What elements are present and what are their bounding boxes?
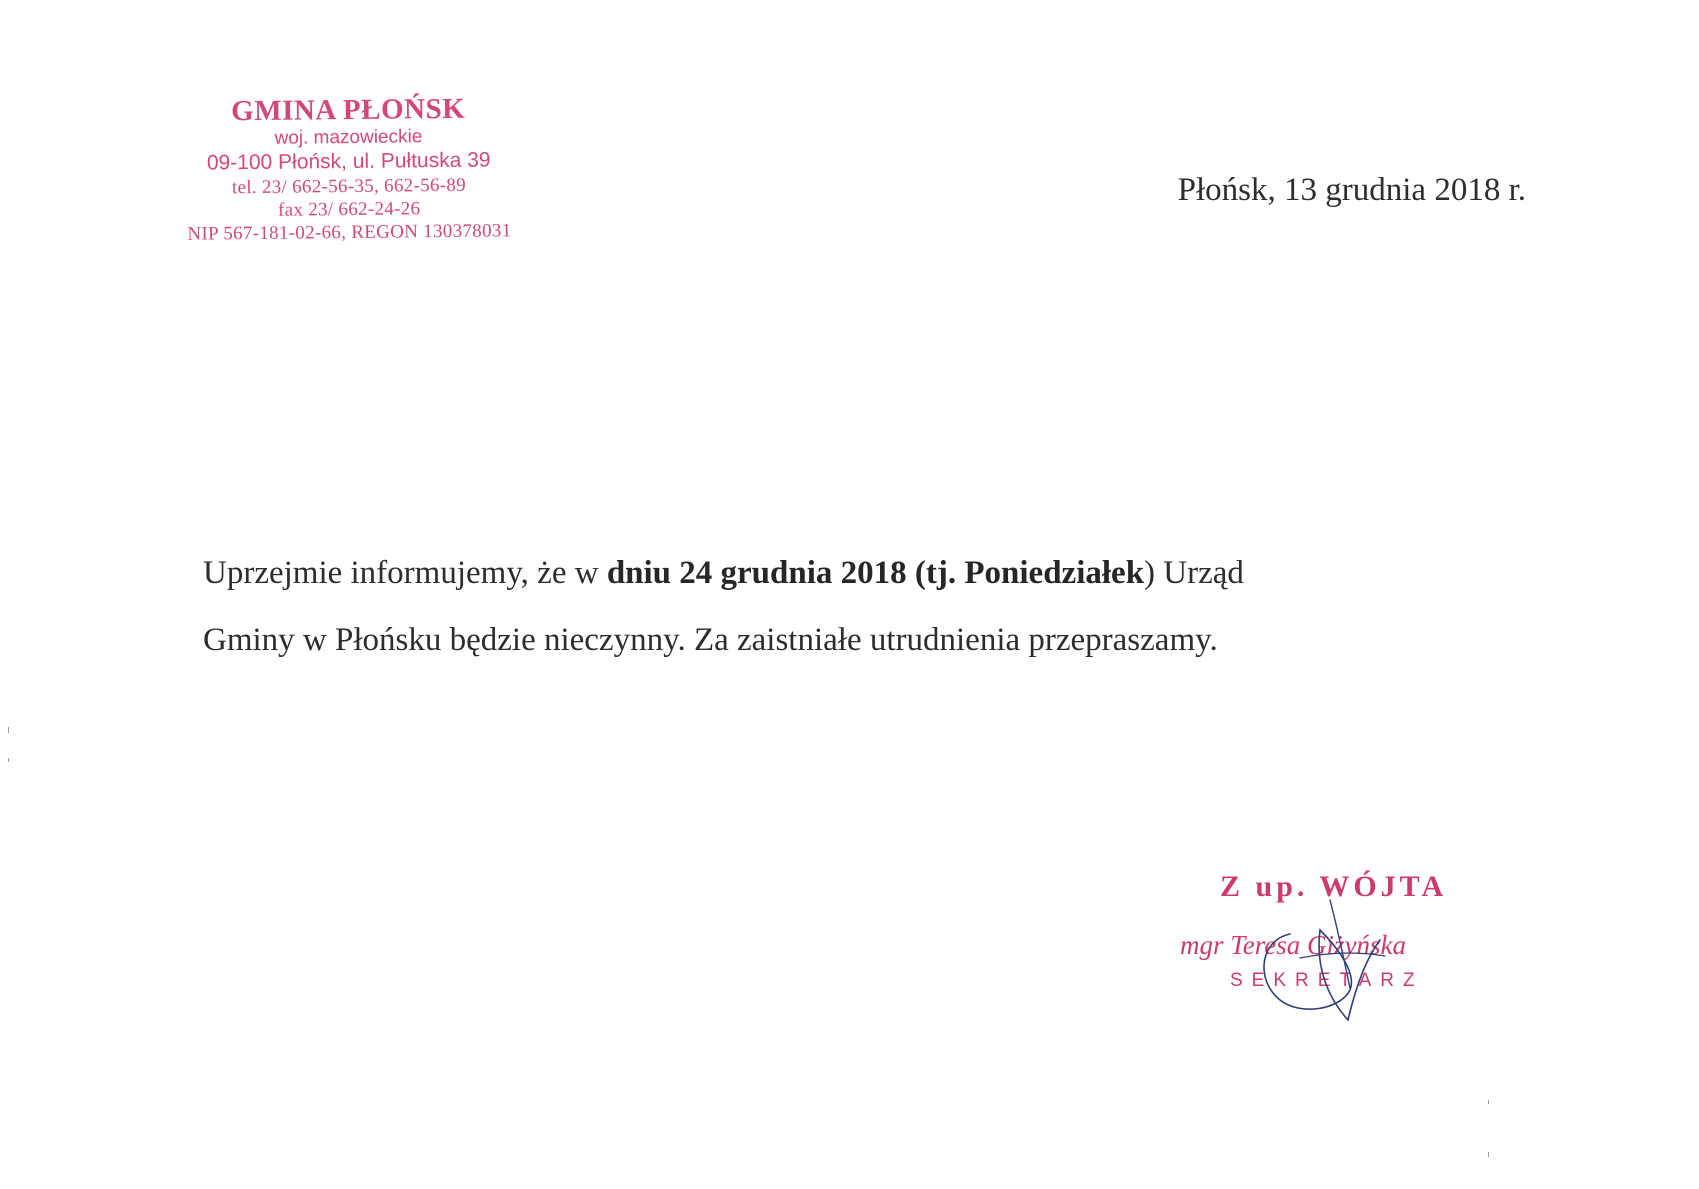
- notice-bold-date: dniu 24 grudnia 2018 (tj. Poniedziałek: [606, 555, 1145, 591]
- notice-text-part2: ) Urząd: [1144, 555, 1244, 591]
- document-date: Płońsk, 13 grudnia 2018 r.: [1177, 172, 1526, 208]
- stamp-title: GMINA PŁOŃSK: [231, 92, 466, 128]
- signature-name: mgr Teresa Giżyńska: [1180, 930, 1407, 960]
- signature-role: SEKRETARZ: [1230, 970, 1424, 991]
- signature-block: [1180, 870, 1500, 1040]
- signature-on-behalf: Z up. WÓJTA: [1220, 870, 1448, 903]
- notice-text-part1: Uprzejmie informujemy, że w: [203, 555, 607, 591]
- notice-body: [203, 540, 1503, 674]
- municipality-stamp: [158, 91, 540, 246]
- notice-text-line2: Gminy w Płońsku będzie nieczynny. Za zaistniałe utrudnienia przepraszamy.: [203, 622, 1218, 658]
- stamp-address: 09-100 Płońsk, ul. Pułtuska 39: [206, 148, 491, 175]
- stamp-voivodeship: woj. mazowieckie: [274, 126, 423, 149]
- stamp-fax: fax 23/ 662-24-26: [277, 198, 421, 221]
- handwritten-signature-icon: [1180, 870, 1500, 1040]
- stamp-ids: NIP 567-181-02-66, REGON 130378031: [187, 220, 512, 245]
- stamp-phone: tel. 23/ 662-56-35, 662-56-89: [231, 174, 467, 199]
